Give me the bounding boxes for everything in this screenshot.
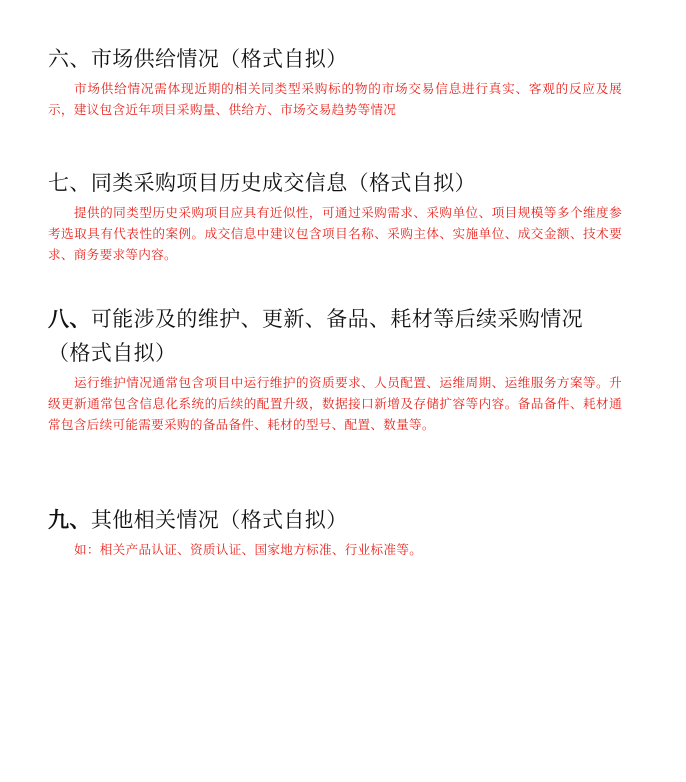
- section-number: 七、: [48, 171, 91, 195]
- section-number: 六、: [48, 47, 91, 71]
- section-number: 九、: [48, 508, 91, 532]
- section-body: 如：相关产品认证、资质认证、国家地方标准、行业标准等。: [74, 542, 423, 557]
- section-title: 可能涉及的维护、更新、备品、耗材等后续采购情况: [90, 307, 584, 331]
- section-follow-up-procurement: [48, 302, 622, 435]
- section-historical-transactions: [48, 166, 622, 265]
- section-heading: [48, 166, 622, 200]
- section-body: 运行维护情况通常包含项目中运行维护的资质要求、人员配置、运维周期、运维服务方案等。升级更新通常包含信息化系统的后续的配置升级，数据接口新增及存储扩容等内容。备品备件、耗材通常包含后续可能需要采购的备品备件、耗材的型号、配置、数量等。: [48, 375, 622, 432]
- section-heading: [48, 302, 622, 336]
- section-title: 市场供给情况（格式自拟）: [90, 47, 348, 71]
- section-other-info: [48, 503, 622, 560]
- section-title-continuation: （格式自拟）: [48, 341, 177, 365]
- section-number: 八、: [48, 307, 91, 331]
- section-market-supply: [48, 42, 622, 120]
- section-heading: [48, 42, 622, 76]
- section-heading: [48, 503, 622, 537]
- section-title: 其他相关情况（格式自拟）: [90, 508, 348, 532]
- section-body: 市场供给情况需体现近期的相关同类型采购标的物的市场交易信息进行真实、客观的反应及展示，建议包含近年项目采购量、供给方、市场交易趋势等情况: [48, 81, 622, 117]
- section-title: 同类采购项目历史成交信息（格式自拟）: [90, 171, 477, 195]
- section-body: 提供的同类型历史采购项目应具有近似性，可通过采购需求、采购单位、项目规模等多个维度参考选取具有代表性的案例。成交信息中建议包含项目名称、采购主体、实施单位、成交金额、技术要求、商务要求等内容。: [48, 205, 622, 262]
